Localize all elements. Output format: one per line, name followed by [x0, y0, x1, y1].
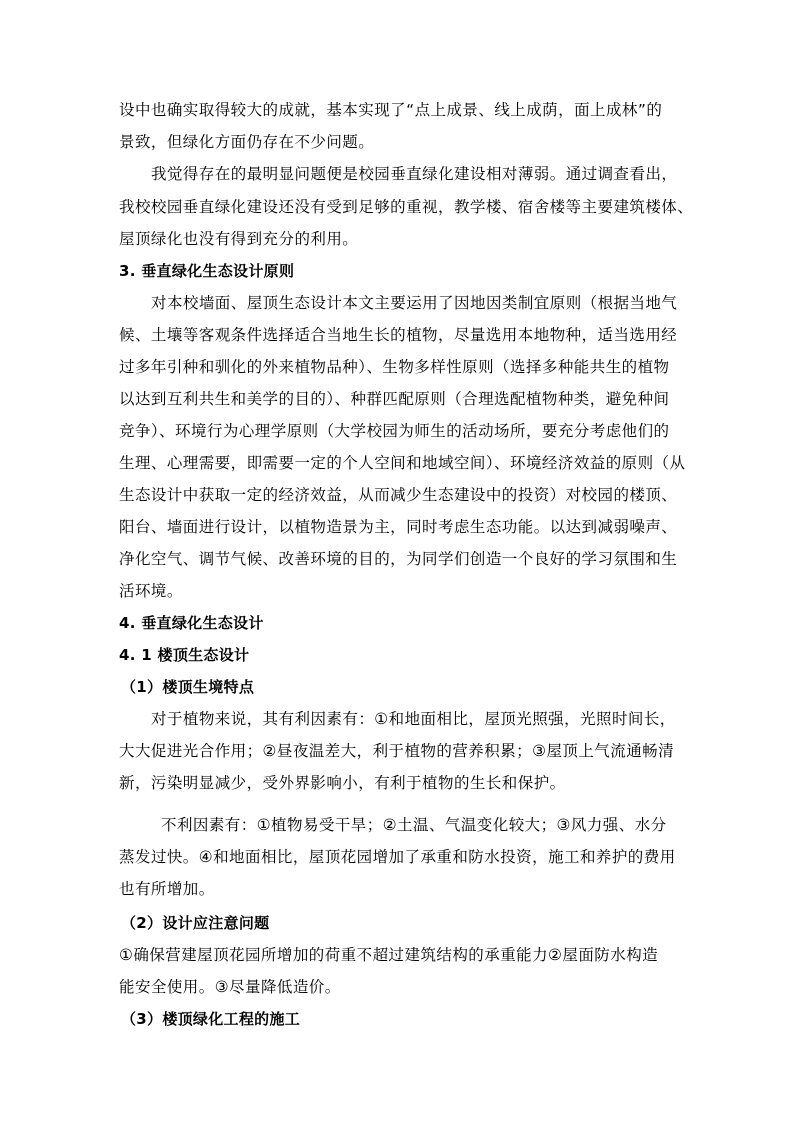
paragraph-line: 景致，但绿化方面仍存在不少问题。	[119, 133, 375, 151]
paragraph-line: 以达到互利共生和美学的目的）、种群匹配原则（合理选配植物种类，避免种间	[119, 390, 670, 408]
paragraph-line: 对于植物来说，其有利因素有：①和地面相比，屋顶光照强，光照时间长，	[151, 710, 676, 728]
paragraph-line: 过多年引种和驯化的外来植物品种）、生物多样性原则（选择多种能共生的植物	[119, 358, 670, 376]
paragraph-line: 活环境。	[119, 582, 183, 600]
paragraph-line: 我觉得存在的最明显问题便是校园垂直绿化建设相对薄弱。通过调查看出，	[151, 165, 678, 183]
subsection-heading: 4. 1 楼顶生态设计	[119, 646, 250, 664]
paragraph-line: 阳台、墙面进行设计，以植物造景为主，同时考虑生态功能。以达到减弱噪声、	[119, 518, 678, 536]
paragraph-line: 我校校园垂直绿化建设还没有受到足够的重视，教学楼、宿舍楼等主要建筑楼体、	[119, 198, 694, 216]
paragraph-line: 生态设计中获取一定的经济效益，从而减少生态建设中的投资）对校园的楼顶、	[119, 486, 678, 504]
paragraph-line: ①确保营建屋顶花园所增加的荷重不超过建筑结构的承重能力②屋面防水构造	[119, 946, 659, 964]
paragraph-line: 对本校墙面、屋顶生态设计本文主要运用了因地因类制宜原则（根据当地气	[151, 294, 678, 312]
subsection-heading: （1）楼顶生境特点	[121, 678, 255, 696]
paragraph-line: 蒸发过快。④和地面相比，屋顶花园增加了承重和防水投资，施工和养护的费用	[119, 848, 676, 866]
paragraph-line: 候、土壤等客观条件选择适合当地生长的植物，尽量选用本地物种，适当选用经	[119, 326, 678, 344]
paragraph-line: 能安全使用。③尽量降低造价。	[119, 978, 341, 996]
paragraph-line: 大大促进光合作用；②昼夜温差大，利于植物的营养积累；③屋顶上气流通畅清	[119, 742, 675, 760]
paragraph-line: 屋顶绿化也没有得到充分的利用。	[119, 230, 359, 248]
paragraph-line: 设中也确实取得较大的成就，基本实现了“点上成景、线上成荫，面上成林”的	[119, 101, 663, 119]
subsection-heading: （2）设计应注意问题	[121, 914, 270, 932]
section-heading: 3. 垂直绿化生态设计原则	[119, 262, 295, 280]
section-heading: 4. 垂直绿化生态设计	[119, 614, 264, 632]
subsection-heading: （3）楼顶绿化工程的施工	[121, 1010, 301, 1028]
paragraph-line: 新，污染明显减少，受外界影响小，有利于植物的生长和保护。	[119, 774, 566, 792]
paragraph-line: 也有所增加。	[119, 880, 215, 898]
paragraph-line: 生理、心理需要，即需要一定的个人空间和地域空间）、环境经济效益的原则（从	[119, 454, 686, 472]
paragraph-line: 竞争）、环境行为心理学原则（大学校园为师生的活动场所，要充分考虑他们的	[119, 422, 670, 440]
paragraph-line: 不利因素有：①植物易受干旱；②土温、气温变化较大；③风力强、水分	[161, 816, 667, 834]
paragraph-line: 净化空气、调节气候、改善环境的目的，为同学们创造一个良好的学习氛围和生	[119, 550, 678, 568]
